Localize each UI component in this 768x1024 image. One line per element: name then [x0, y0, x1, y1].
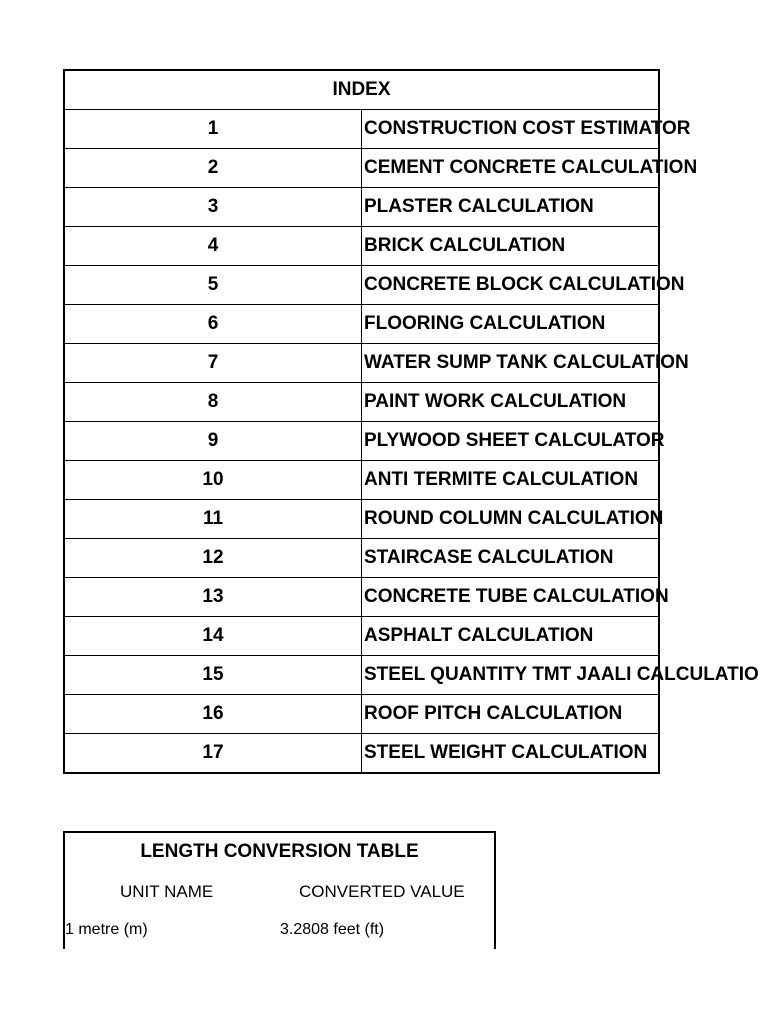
index-row [64, 266, 659, 305]
index-row-number: 15 [64, 656, 362, 695]
converted-value-cell: 3.2808 feet (ft) [280, 921, 385, 938]
index-row-number: 9 [64, 422, 362, 461]
index-row-number: 17 [64, 734, 362, 774]
index-row-number: 3 [64, 188, 362, 227]
index-title-row [64, 70, 659, 110]
index-table [63, 69, 759, 774]
index-row-name: WATER SUMP TANK CALCULATION [362, 344, 660, 383]
index-row-number: 5 [64, 266, 362, 305]
length-conversion-table [63, 831, 496, 949]
index-row-number: 4 [64, 227, 362, 266]
index-row-name: CONSTRUCTION COST ESTIMATOR [362, 110, 660, 149]
index-row [64, 383, 659, 422]
index-row-name: ROUND COLUMN CALCULATION [362, 500, 660, 539]
index-row-number: 11 [64, 500, 362, 539]
index-row-number: 14 [64, 617, 362, 656]
index-row [64, 617, 659, 656]
index-row [64, 110, 659, 149]
index-row-number: 12 [64, 539, 362, 578]
index-row-name: ANTI TERMITE CALCULATION [362, 461, 660, 500]
index-row [64, 578, 659, 617]
index-row-name: CONCRETE TUBE CALCULATION [362, 578, 660, 617]
index-row [64, 305, 659, 344]
index-row-number: 6 [64, 305, 362, 344]
index-row-name: BRICK CALCULATION [362, 227, 660, 266]
index-row-name: STEEL QUANTITY TMT JAALI CALCULATIO [362, 656, 660, 695]
index-row [64, 695, 659, 734]
index-row [64, 734, 659, 774]
index-row-number: 1 [64, 110, 362, 149]
index-row [64, 227, 659, 266]
index-row-name: PLASTER CALCULATION [362, 188, 660, 227]
converted-value-header: CONVERTED VALUE [299, 882, 465, 901]
index-row [64, 656, 659, 695]
index-row-name: STEEL WEIGHT CALCULATION [362, 734, 660, 774]
unit-name-header: UNIT NAME [120, 882, 214, 901]
index-row [64, 500, 659, 539]
index-row [64, 149, 659, 188]
index-row-number: 2 [64, 149, 362, 188]
index-row-name: STAIRCASE CALCULATION [362, 539, 660, 578]
index-row-number: 13 [64, 578, 362, 617]
index-row-number: 10 [64, 461, 362, 500]
index-row-number: 16 [64, 695, 362, 734]
index-row-name: FLOORING CALCULATION [362, 305, 660, 344]
index-row-name: PLYWOOD SHEET CALCULATOR [362, 422, 660, 461]
length-table-title: LENGTH CONVERSION TABLE [140, 841, 419, 862]
index-row [64, 188, 659, 227]
index-row-number: 7 [64, 344, 362, 383]
index-row-name: ROOF PITCH CALCULATION [362, 695, 660, 734]
index-row-name: ASPHALT CALCULATION [362, 617, 660, 656]
index-row [64, 539, 659, 578]
unit-name-cell: 1 metre (m) [65, 921, 148, 938]
index-row-name: PAINT WORK CALCULATION [362, 383, 660, 422]
index-title: INDEX [64, 70, 659, 110]
index-row-name: CEMENT CONCRETE CALCULATION [362, 149, 660, 188]
index-row [64, 344, 659, 383]
index-row-name: CONCRETE BLOCK CALCULATION [362, 266, 660, 305]
index-row-number: 8 [64, 383, 362, 422]
index-row [64, 422, 659, 461]
index-row [64, 461, 659, 500]
